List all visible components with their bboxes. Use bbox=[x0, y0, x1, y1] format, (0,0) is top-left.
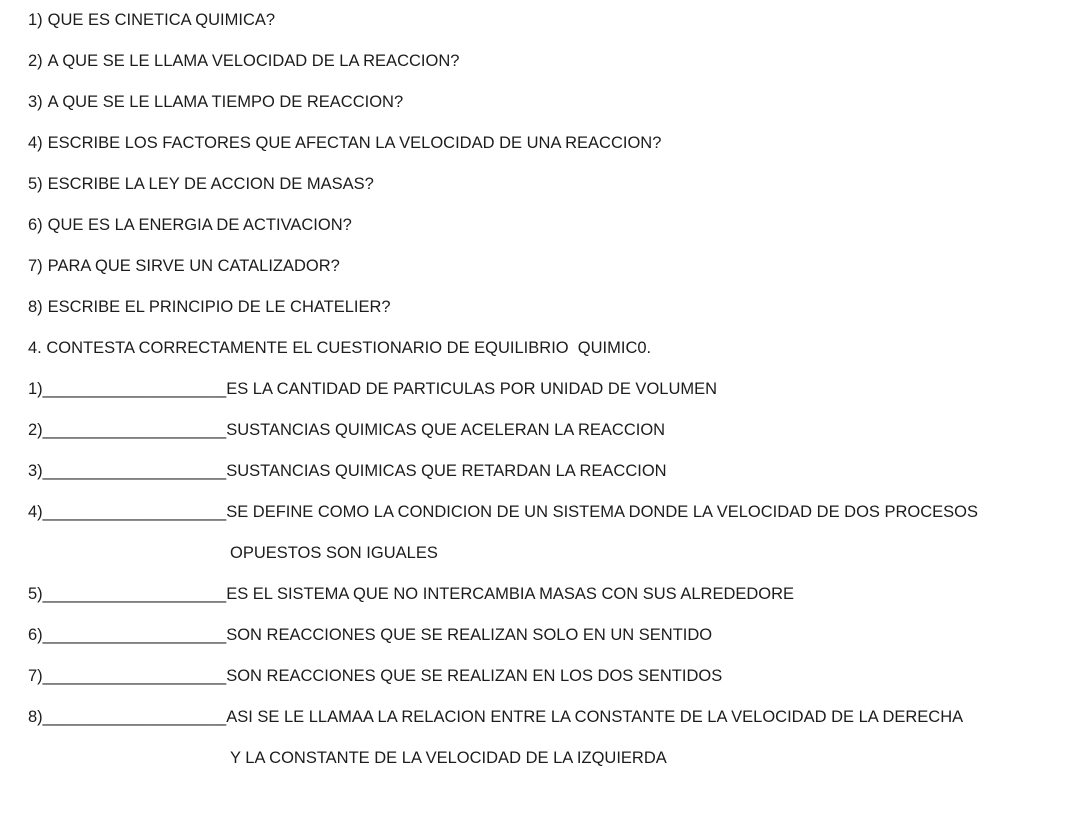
answer-blank: ____________________ bbox=[42, 462, 227, 480]
question-row bbox=[28, 164, 1073, 205]
question-number: 2) bbox=[28, 52, 43, 70]
question-row bbox=[28, 205, 1073, 246]
question-row bbox=[28, 123, 1073, 164]
question-text: A QUE SE LE LLAMA VELOCIDAD DE LA REACCION? bbox=[47, 52, 460, 70]
question-number: 5) bbox=[28, 175, 43, 193]
answer-blank: ____________________ bbox=[42, 421, 227, 439]
item-number: 4) bbox=[28, 503, 43, 521]
item-text: SON REACCIONES QUE SE REALIZAN SOLO EN UN SENTIDO bbox=[226, 626, 713, 644]
fill-in-item-row bbox=[28, 574, 1073, 615]
item-continuation-row bbox=[28, 533, 1073, 574]
answer-blank: ____________________ bbox=[42, 708, 227, 726]
item-text: SON REACCIONES QUE SE REALIZAN EN LOS DOS SENTIDOS bbox=[226, 667, 723, 685]
fill-in-item-row bbox=[28, 369, 1073, 410]
item-number: 8) bbox=[28, 708, 43, 726]
question-row bbox=[28, 82, 1073, 123]
item-text: ES LA CANTIDAD DE PARTICULAS POR UNIDAD DE VOLUMEN bbox=[226, 380, 718, 398]
section-heading-row bbox=[28, 328, 1073, 369]
question-number: 7) bbox=[28, 257, 43, 275]
question-text: ESCRIBE EL PRINCIPIO DE LE CHATELIER? bbox=[47, 298, 391, 316]
question-number: 4) bbox=[28, 134, 43, 152]
item-text: SUSTANCIAS QUIMICAS QUE RETARDAN LA REACCION bbox=[226, 462, 667, 480]
question-text: ESCRIBE LOS FACTORES QUE AFECTAN LA VELOCIDAD DE UNA REACCION? bbox=[47, 134, 662, 152]
item-text: SUSTANCIAS QUIMICAS QUE ACELERAN LA REACCION bbox=[226, 421, 666, 439]
question-number: 8) bbox=[28, 298, 43, 316]
question-number: 3) bbox=[28, 93, 43, 111]
item-text: ASI SE LE LLAMAA LA RELACION ENTRE LA CONSTANTE DE LA VELOCIDAD DE LA DERECHA bbox=[226, 708, 964, 726]
fill-in-item-row bbox=[28, 656, 1073, 697]
question-text: A QUE SE LE LLAMA TIEMPO DE REACCION? bbox=[47, 93, 404, 111]
question-number: 6) bbox=[28, 216, 43, 234]
fill-in-item-row bbox=[28, 492, 1073, 533]
question-text: QUE ES LA ENERGIA DE ACTIVACION? bbox=[47, 216, 352, 234]
fill-in-item-row bbox=[28, 451, 1073, 492]
item-number: 6) bbox=[28, 626, 43, 644]
item-text: SE DEFINE COMO LA CONDICION DE UN SISTEMA DONDE LA VELOCIDAD DE DOS PROCESOS bbox=[226, 503, 979, 521]
item-number: 2) bbox=[28, 421, 43, 439]
answer-blank: ____________________ bbox=[42, 380, 227, 398]
item-continuation-row bbox=[28, 738, 1073, 779]
question-text: ESCRIBE LA LEY DE ACCION DE MASAS? bbox=[47, 175, 374, 193]
item-number: 3) bbox=[28, 462, 43, 480]
question-row bbox=[28, 41, 1073, 82]
answer-blank: ____________________ bbox=[42, 503, 227, 521]
item-continuation-text: Y LA CONSTANTE DE LA VELOCIDAD DE LA IZQUIERDA bbox=[230, 749, 667, 767]
section-heading: 4. CONTESTA CORRECTAMENTE EL CUESTIONARIO DE EQUILIBRIO QUIMIC0. bbox=[28, 339, 652, 357]
item-text: ES EL SISTEMA QUE NO INTERCAMBIA MASAS CON SUS ALREDEDORE bbox=[226, 585, 795, 603]
answer-blank: ____________________ bbox=[42, 667, 227, 685]
fill-in-item-row bbox=[28, 615, 1073, 656]
item-continuation-text: OPUESTOS SON IGUALES bbox=[230, 544, 438, 562]
item-number: 5) bbox=[28, 585, 43, 603]
question-row bbox=[28, 0, 1073, 41]
question-text: QUE ES CINETICA QUIMICA? bbox=[47, 11, 276, 29]
question-number: 1) bbox=[28, 11, 43, 29]
fill-in-item-row bbox=[28, 697, 1073, 738]
item-number: 1) bbox=[28, 380, 43, 398]
answer-blank: ____________________ bbox=[42, 626, 227, 644]
answer-blank: ____________________ bbox=[42, 585, 227, 603]
item-number: 7) bbox=[28, 667, 43, 685]
question-text: PARA QUE SIRVE UN CATALIZADOR? bbox=[47, 257, 340, 275]
question-row bbox=[28, 287, 1073, 328]
fill-in-item-row bbox=[28, 410, 1073, 451]
question-row bbox=[28, 246, 1073, 287]
